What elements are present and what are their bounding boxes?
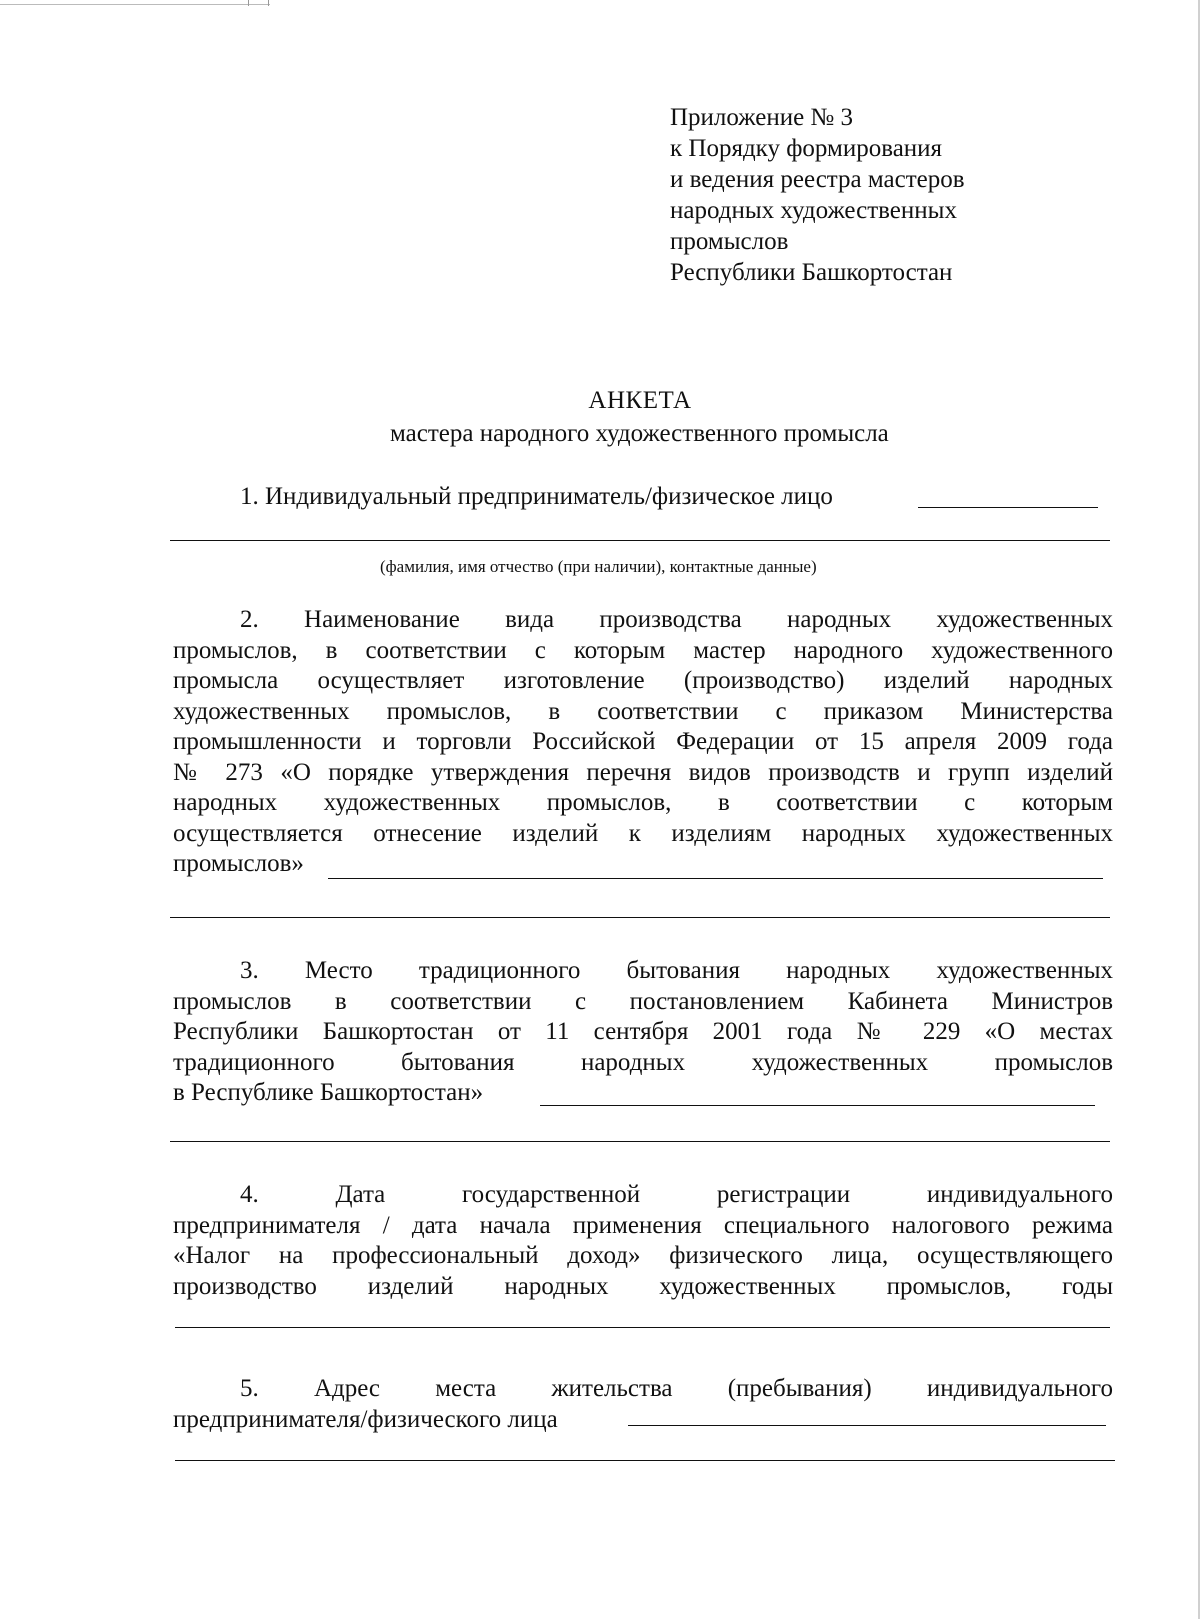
item-3-line: традиционного бытования народных художественных промыслов [173, 1048, 1113, 1076]
item-3-blank-field[interactable] [540, 1105, 1095, 1106]
item-5-blank-line[interactable] [175, 1460, 1115, 1461]
item-4-line: производство изделий народных художественных промыслов, годы [173, 1272, 1113, 1300]
item-5-line: 5. Адрес места жительства (пребывания) индивидуального [240, 1375, 1113, 1402]
appendix-line: и ведения реестра мастеров [670, 166, 965, 193]
appendix-header [670, 102, 1170, 288]
item-2-line: художественных промыслов, в соответствии с приказом Министерства [173, 697, 1113, 725]
item-2-line: народных художественных промыслов, в соответствии с которым [173, 789, 1113, 816]
scan-artifact-tick [248, 0, 249, 6]
document-subtitle: мастера народного художественного промысла [390, 420, 889, 447]
item-3-line: в Республике Башкортостан» [173, 1079, 484, 1106]
item-2-blank-field[interactable] [328, 878, 1103, 879]
appendix-line: Приложение № 3 [670, 104, 854, 131]
item-4-line: «Налог на профессиональный доход» физического лица, осуществляющего [173, 1242, 1113, 1269]
item-2-line: 2. Наименование вида производства народных художественных [240, 606, 1113, 633]
item-2-line: осуществляется отнесение изделий к изделиям народных художественных [173, 819, 1113, 847]
item-5-line: предпринимателя/физического лица [173, 1405, 558, 1433]
item-2-line: промысла осуществляет изготовление (производство) изделий народных [173, 667, 1113, 694]
item-2-line: промыслов, в соответствии с которым мастер народного художественного [173, 636, 1113, 664]
item-5-blank-field[interactable] [628, 1425, 1106, 1426]
item-3-blank-line[interactable] [170, 1141, 1110, 1142]
item-2-line: промыслов» [173, 850, 304, 877]
item-4-line: предпринимателя / дата начала применения специального налогового режима [173, 1211, 1113, 1239]
item-1-blank-field[interactable] [918, 507, 1098, 508]
appendix-line: к Порядку формирования [670, 135, 943, 162]
item-3-line: промыслов в соответствии с постановлением Кабинета Министров [173, 987, 1113, 1015]
appendix-line: промыслов [670, 228, 789, 255]
item-3-line: Республики Башкортостан от 11 сентября 2001 года № 229 «О местах [173, 1018, 1113, 1045]
item-1-label [240, 483, 833, 511]
item-1-caption: (фамилия, имя отчество (при наличии), контактные данные) [380, 557, 817, 576]
item-2-line: промышленности и торговли Российской Федерации от 15 апреля 2009 года [173, 728, 1113, 755]
document-title: АНКЕТА [588, 387, 692, 414]
item-4-line: 4. Дата государственной регистрации индивидуального [240, 1181, 1113, 1208]
item-4-paragraph [173, 1180, 1113, 1302]
scan-artifact-line [0, 4, 270, 5]
appendix-line: Республики Башкортостан [670, 259, 953, 286]
item-1-blank-line[interactable] [170, 540, 1110, 541]
appendix-line: народных художественных [670, 197, 957, 224]
item-3-line: 3. Место традиционного бытования народных художественных [240, 957, 1113, 984]
item-2-paragraph [173, 605, 1113, 880]
scan-artifact-tick [268, 0, 269, 6]
item-4-blank-line[interactable] [175, 1327, 1110, 1328]
item-2-line: № 273 «О порядке утверждения перечня видов производств и групп изделий [173, 758, 1113, 786]
item-3-paragraph [173, 956, 1113, 1109]
item-1-text: 1. Индивидуальный предприниматель/физическое лицо [240, 483, 833, 510]
item-2-blank-line[interactable] [170, 917, 1110, 918]
